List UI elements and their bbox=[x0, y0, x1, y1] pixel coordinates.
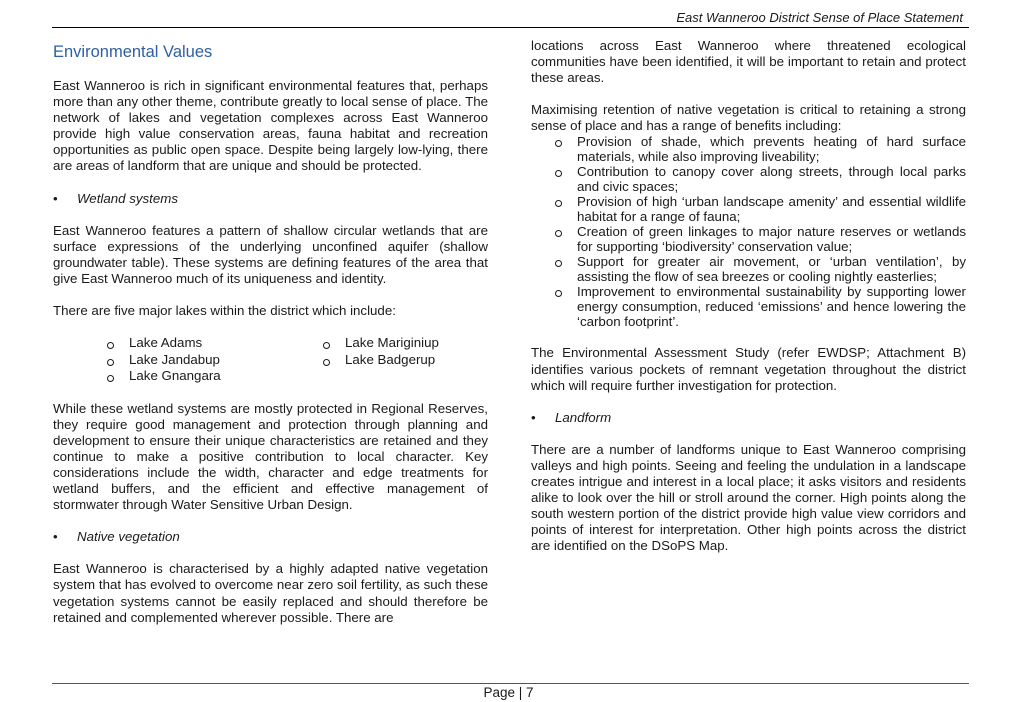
page-number: Page | 7 bbox=[483, 685, 534, 700]
intro-paragraph: East Wanneroo is rich in significant environmental features that, perhaps more than any other theme, contribute greatly to local sense of place. The network of lakes and vegetation complexes across East Wanneroo provide high value conservation areas, fauna habitat and recreation opportunities as public open space. Despite being largely low-lying, there are areas of landform that are unique and should be protected. bbox=[53, 78, 488, 174]
header-title: East Wanneroo District Sense of Place Statement bbox=[676, 10, 963, 25]
list-item: Lake Gnangara bbox=[105, 368, 321, 385]
right-column bbox=[531, 38, 966, 571]
landform-heading: • Landform bbox=[531, 410, 966, 426]
wetland-paragraph-2: While these wetland systems are mostly protected in Regional Reserves, they require good management and protection through planning and development to ensure their unique characteristics are retained and they continue to make a positive contribution to local character. Key considerations include the width, character and edge treatments for wetland buffers, and the efficient and effective management of stormwater through Water Sensitive Urban Design. bbox=[53, 400, 488, 513]
list-item: Provision of shade, which prevents heating of hard surface materials, while also improving liveability; bbox=[553, 134, 966, 164]
list-item: Lake Adams bbox=[105, 335, 321, 352]
assessment-paragraph: The Environmental Assessment Study (refer EWDSP; Attachment B) identifies various pockets of remnant vegetation throughout the district which will require further investigation for protection. bbox=[531, 345, 966, 393]
list-item: Creation of green linkages to major nature reserves or wetlands for supporting ‘biodiversity’ conservation value; bbox=[553, 224, 966, 254]
section-heading: Environmental Values bbox=[53, 43, 213, 61]
list-item: Contribution to canopy cover along streets, through local parks and civic spaces; bbox=[553, 164, 966, 194]
list-item: Lake Badgerup bbox=[321, 352, 439, 369]
benefits-list bbox=[553, 134, 966, 329]
benefits-intro: Maximising retention of native vegetation is critical to retaining a strong sense of place and has a range of benefits including: bbox=[531, 102, 966, 134]
wetland-paragraph: East Wanneroo features a pattern of shallow circular wetlands that are surface expressions of the underlying unconfined aquifer (shallow groundwater table). These systems are defining features of the area that give East Wanneroo much of its uniqueness and identity. bbox=[53, 222, 488, 286]
list-item: Lake Jandabup bbox=[105, 352, 321, 369]
lakes-list bbox=[105, 335, 488, 385]
lakes-column-1 bbox=[105, 335, 321, 385]
list-item: Improvement to environmental sustainability by supporting lower energy consumption, reduced ‘emissions’ and hence lowering the ‘carbon footprint’. bbox=[553, 284, 966, 329]
lakes-column-2 bbox=[321, 335, 439, 385]
footer-divider bbox=[52, 683, 969, 684]
header-divider bbox=[52, 27, 969, 28]
lakes-intro: There are five major lakes within the district which include: bbox=[53, 303, 396, 319]
native-vegetation-heading: • Native vegetation bbox=[53, 529, 488, 545]
list-item: Lake Mariginiup bbox=[321, 335, 439, 352]
wetland-systems-heading: • Wetland systems bbox=[53, 191, 488, 207]
landform-paragraph: There are a number of landforms unique to East Wanneroo comprising valleys and high points. Seeing and feeling the undulation in a landscape creates intrigue and interest in a local place; it asks visitors and residents alike to look over the hill or stroll around the corner. High points along the south western portion of the district provide high value view corridors and points of interest for interpretation. Other high points across the district are identified on the DSoPS Map. bbox=[531, 441, 966, 554]
list-item: Support for greater air movement, or ‘urban ventilation’, by assisting the flow of sea breezes or cooling nightly easterlies; bbox=[553, 254, 966, 284]
vegetation-paragraph-continued: locations across East Wanneroo where threatened ecological communities have been identified, it will be important to retain and protect these areas. bbox=[531, 38, 966, 86]
left-column bbox=[53, 38, 488, 642]
vegetation-paragraph: East Wanneroo is characterised by a highly adapted native vegetation system that has evolved to overcome near zero soil fertility, as such these vegetation systems cannot be easily replaced and should therefore be retained and complemented wherever possible. There are bbox=[53, 561, 488, 625]
list-item: Provision of high ‘urban landscape amenity’ and essential wildlife habitat for a range of fauna; bbox=[553, 194, 966, 224]
